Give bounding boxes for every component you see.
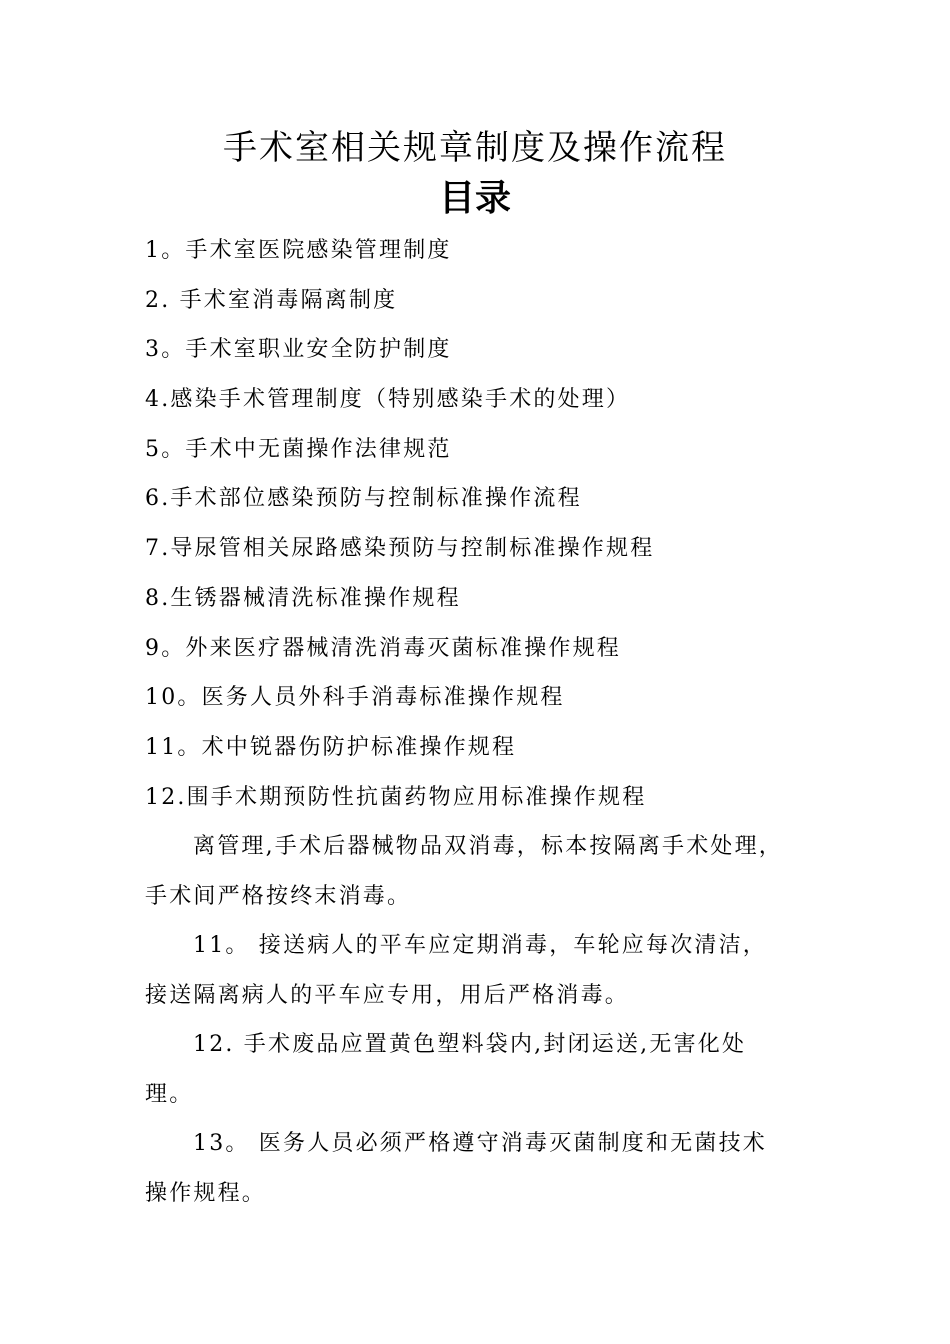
body-text — [145, 822, 835, 1218]
paragraph-line: 12. 手术废品应置黄色塑料袋内,封闭运送,无害化处 — [193, 1032, 747, 1057]
toc-item: 1。手术室医院感染管理制度 — [145, 238, 452, 263]
paragraph — [145, 822, 835, 921]
paragraph — [145, 1119, 835, 1218]
toc-item: 7.导尿管相关尿路感染预防与控制标准操作规程 — [145, 536, 655, 562]
paragraph-line: 离管理,手术后器械物品双消毒，标本按隔离手术处理， — [193, 834, 783, 859]
paragraph-line: 11。 接送病人的平车应定期消毒，车轮应每次清洁， — [193, 933, 767, 958]
toc-item: 5。手术中无菌操作法律规范 — [145, 436, 452, 462]
table-of-contents — [145, 226, 845, 822]
toc-item: 3。手术室职业安全防护制度 — [145, 337, 452, 363]
toc-item: 11。术中锐器伤防护标准操作规程 — [145, 734, 517, 760]
paragraph-line: 手术间严格按终末消毒。 — [145, 883, 412, 909]
toc-heading: 目录 — [438, 178, 511, 219]
document-title: 手术室相关规章制度及操作流程 — [223, 128, 727, 168]
toc-item: 10。医务人员外科手消毒标准操作规程 — [145, 685, 565, 711]
paragraph-line: 13。 医务人员必须严格遵守消毒灭菌制度和无菌技术 — [193, 1131, 767, 1156]
toc-item: 2. 手术室消毒隔离制度 — [145, 287, 398, 313]
toc-item: 6.手术部位感染预防与控制标准操作流程 — [145, 486, 582, 512]
paragraph-line: 理。 — [145, 1081, 194, 1107]
toc-item: 9。外来医疗器械清洗消毒灭菌标准操作规程 — [145, 635, 621, 661]
toc-item: 12.围手术期预防性抗菌药物应用标准操作规程 — [145, 784, 647, 810]
paragraph — [145, 1020, 835, 1119]
paragraph-line: 接送隔离病人的平车应专用，用后严格消毒。 — [145, 982, 630, 1008]
toc-item: 8.生锈器械清洗标准操作规程 — [145, 585, 461, 611]
paragraph — [145, 921, 835, 1020]
paragraph-line: 操作规程。 — [145, 1180, 267, 1206]
toc-item: 4.感染手术管理制度（特别感染手术的处理） — [145, 387, 631, 413]
